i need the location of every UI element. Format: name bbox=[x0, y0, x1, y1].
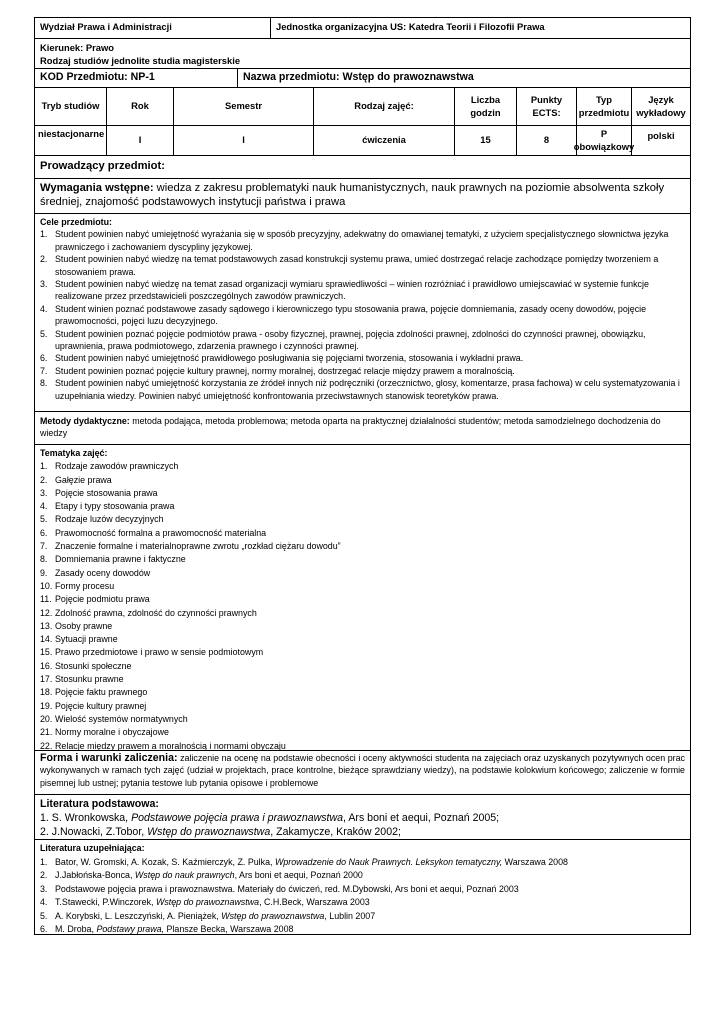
lit-extra-list bbox=[40, 856, 685, 937]
assessment-text: zaliczenie na ocenę na podstawie obecności i oceny aktywności studenta na zajęciach oraz uzyskanych pozytywnych ocen prac wykonywanych w ramach tych zajęć (udział w projektach, prace kontrolne, bieżące sprawdziany wiedzy), na podstawie kolokwium końcowego; zaliczenie w formie pisemnej lub ustnej; pytania testowe lub pytania opisowe i problemowe bbox=[40, 753, 685, 788]
topic-item-text: Gałęzie prawa bbox=[55, 474, 112, 485]
header-subject-type: Typ przedmiotu bbox=[577, 88, 632, 125]
topic-item bbox=[40, 660, 682, 673]
value-hours: 15 bbox=[455, 126, 517, 155]
literature-extra bbox=[34, 839, 691, 935]
lit-extra-item bbox=[40, 910, 685, 924]
topic-item-text: Etapy i typy stosowania prawa bbox=[55, 501, 175, 512]
goal-item bbox=[40, 377, 682, 402]
citation-prefix: T.Stawecki, P.Winczorek, bbox=[55, 897, 156, 907]
course-code: KOD Przedmiotu: NP-1 bbox=[35, 69, 238, 87]
lit-basic-label: Literatura podstawowa: bbox=[40, 798, 159, 810]
topic-item-number: 7. bbox=[40, 541, 48, 552]
topic-item-text: Stosunki społeczne bbox=[55, 660, 132, 671]
syllabus-form bbox=[34, 17, 691, 935]
teaching-methods bbox=[34, 411, 691, 444]
topic-item-number: 22. bbox=[40, 740, 53, 751]
topics-label: Tematyka zajęć: bbox=[40, 448, 108, 458]
value-year: I bbox=[107, 126, 174, 155]
lecturer bbox=[34, 155, 691, 178]
citation-title: Wstęp do prawoznawstwa bbox=[147, 826, 271, 838]
goal-item-text: Student powinien nabyć umiejętność prawidłowego posługiwania się pojęciami tworzenia, stosowania i wykładni prawa. bbox=[55, 353, 524, 364]
methods-text: metoda podająca, metoda problemowa; metoda oparta na praktycznej działalności studentów; metoda samodzielnego dochodzenia do wiedzy bbox=[40, 416, 661, 439]
topic-item bbox=[40, 593, 682, 606]
program-info bbox=[34, 38, 691, 68]
topic-item-text: Rodzaje luzów decyzyjnych bbox=[55, 514, 164, 525]
topic-item bbox=[40, 713, 682, 726]
goals bbox=[34, 213, 691, 411]
topic-item-text: Prawo przedmiotowe i prawo w sensie podmiotowym bbox=[55, 647, 264, 658]
goal-item-number: 1. bbox=[40, 229, 48, 240]
topic-item-text: Pojęcie faktu prawnego bbox=[55, 687, 148, 698]
topic-item-number: 4. bbox=[40, 501, 48, 512]
citation-title: Wstęp do prawoznawstwa bbox=[221, 910, 325, 921]
goal-item bbox=[40, 278, 682, 303]
topic-item-number: 8. bbox=[40, 554, 48, 565]
goal-item-number: 4. bbox=[40, 303, 48, 314]
assessment bbox=[34, 750, 691, 794]
citation-suffix: Plansze Becka, Warszawa 2008 bbox=[164, 924, 294, 934]
citation-prefix: A. Korybski, L. Leszczyński, A. Pieniążek, bbox=[55, 910, 222, 921]
methods-label: Metody dydaktyczne: bbox=[40, 416, 130, 426]
course-name: Nazwa przedmiotu: Wstęp do prawoznawstwa bbox=[243, 71, 474, 83]
citation-suffix: , Ars boni et aequi, Poznań 2005; bbox=[343, 812, 500, 824]
topics-list bbox=[40, 460, 682, 753]
lit-extra-item-text bbox=[55, 870, 363, 880]
topic-item-text: Rodzaje zawodów prawniczych bbox=[55, 461, 179, 472]
lit-basic-item bbox=[40, 825, 685, 839]
value-subject-type: P obowiązkowy bbox=[577, 126, 632, 155]
topic-item-number: 15. bbox=[40, 647, 53, 658]
goal-item-number: 6. bbox=[40, 353, 48, 364]
header-study-mode: Tryb studiów bbox=[35, 88, 107, 125]
goal-item bbox=[40, 303, 682, 328]
topic-item-number: 17. bbox=[40, 674, 53, 685]
citation-title: Podstawowe pojęcia prawa i prawoznawstwa bbox=[131, 812, 344, 824]
goal-item-text: Student powinien nabyć umiejętność korzystania ze źródeł innych niż podręczniki (orzecznictwo, glosy, komentarze, prasa fachowa) w celu systematyzowania i uzupełniania wiedzy. Powinien nabyć umiejętność konfrontowania przeciwstawnych stanowisk teoretyków prawa. bbox=[55, 378, 680, 401]
topic-item bbox=[40, 580, 682, 593]
topic-item-number: 13. bbox=[40, 620, 53, 631]
topic-item-number: 5. bbox=[40, 514, 48, 525]
goal-item-text: Student powinien poznać pojęcie podmiotów prawa - osoby fizycznej, prawnej, pojęcia zdolności prawnej, zdolności do czynności prawnej, obowiązku, uprawnienia, prawa podmiotowego, zdarzenia prawnego i czynności prawnej. bbox=[55, 328, 646, 352]
topic-item-number: 9. bbox=[40, 567, 48, 578]
citation-suffix: , Zakamycze, Kraków 2002; bbox=[270, 826, 401, 838]
citation-prefix: 2. J.Nowacki, Z.Tobor, bbox=[40, 826, 148, 838]
goal-item-text: Student powinien nabyć wiedzę na temat podstawowych zasad konstrukcji systemu prawa, umieć dostrzegać relacje zachodzące pomiędzy tworzeniem a stosowaniem prawa. bbox=[55, 254, 659, 277]
goal-item bbox=[40, 328, 682, 353]
header-year: Rok bbox=[107, 88, 174, 125]
citation-prefix: J.Jabłońska-Bonca, bbox=[55, 870, 135, 880]
lit-basic-list bbox=[40, 811, 685, 839]
goals-label: Cele przedmiotu: bbox=[40, 217, 112, 227]
topic-item-text: Formy procesu bbox=[55, 580, 115, 591]
goal-item-number: 5. bbox=[40, 328, 48, 339]
topic-item-number: 10. bbox=[40, 580, 53, 591]
course-row bbox=[34, 68, 691, 87]
citation-suffix: Warszawa 2008 bbox=[502, 856, 568, 867]
prerequisites bbox=[34, 178, 691, 213]
topic-item-number: 1. bbox=[40, 461, 48, 472]
topic-item bbox=[40, 540, 682, 553]
topic-item-text: Normy moralne i obyczajowe bbox=[55, 727, 169, 738]
citation-title: Wprowadzenie do Nauk Prawnych. Leksykon tematyczny, bbox=[274, 856, 503, 867]
goal-item bbox=[40, 365, 682, 377]
topic-item-number: 21. bbox=[40, 727, 53, 738]
topic-item-text: Wielość systemów normatywnych bbox=[55, 713, 188, 724]
topic-item-text: Znaczenie formalne i materialnoprawne zwrotu „rozkład ciężaru dowodu” bbox=[55, 541, 341, 552]
topic-item-text: Stosunku prawne bbox=[55, 674, 124, 685]
header-row bbox=[34, 17, 691, 38]
lit-basic-item bbox=[40, 811, 685, 825]
citation-title: Wstęp do nauk prawnych bbox=[134, 870, 235, 880]
topic-item-text: Sytuacji prawne bbox=[55, 634, 118, 645]
topic-item bbox=[40, 700, 682, 713]
lit-extra-item-number: 2. bbox=[40, 870, 48, 880]
unit-name: Jednostka organizacyjna US: Katedra Teorii i Filozofii Prawa bbox=[276, 21, 545, 32]
lit-extra-item-text bbox=[55, 924, 293, 934]
goal-item bbox=[40, 253, 682, 278]
program-direction: Kierunek: Prawo bbox=[40, 42, 114, 53]
topic-item bbox=[40, 474, 682, 487]
goals-list bbox=[40, 228, 682, 402]
topic-item-text: Zdolność prawna, zdolność do czynności prawnych bbox=[55, 607, 257, 618]
header-hours: Liczba godzin bbox=[455, 88, 517, 125]
faculty-name: Wydział Prawa i Administracji bbox=[35, 18, 271, 38]
goal-item-text: Student winien poznać podstawowe zasady sądowego i kierowniczego typu stosowania prawa, pojęcie domniemania, zasady oceny dowodów, pojęcie prawomocności, pojęci luzu decyzyjnego. bbox=[55, 303, 647, 327]
topic-item-text: Pojęcie kultury prawnej bbox=[55, 700, 147, 711]
lit-extra-item bbox=[40, 856, 685, 870]
citation-suffix: , Lublin 2007 bbox=[324, 910, 376, 921]
topic-item-number: 6. bbox=[40, 527, 48, 538]
topic-item-number: 20. bbox=[40, 713, 53, 724]
course-table-header bbox=[34, 87, 691, 125]
topic-item bbox=[40, 553, 682, 566]
value-ects: 8 bbox=[517, 126, 577, 155]
literature-basic bbox=[34, 794, 691, 839]
lit-extra-item-number: 6. bbox=[40, 924, 48, 934]
value-semester: I bbox=[174, 126, 314, 155]
lit-extra-item bbox=[40, 923, 685, 937]
topic-item-text: Prawomocność formalna a prawomocność materialna bbox=[55, 527, 267, 538]
course-table-values bbox=[34, 125, 691, 155]
citation-prefix: Podstawowe pojęcia prawa i prawoznawstwa. Materiały do ćwiczeń, red. M.Dybowski, Ars boni et aequi, Poznań 2003 bbox=[55, 883, 519, 894]
topic-item-text: Osoby prawne bbox=[55, 620, 113, 631]
prerequisites-label: Wymagania wstępne: bbox=[40, 182, 154, 194]
lit-extra-item bbox=[40, 883, 685, 897]
topic-item bbox=[40, 460, 682, 473]
topic-item bbox=[40, 646, 682, 659]
lit-extra-label: Literatura uzupełniająca: bbox=[40, 843, 145, 853]
topics bbox=[34, 444, 691, 750]
topic-item-number: 14. bbox=[40, 634, 53, 645]
header-semester: Semestr bbox=[174, 88, 314, 125]
program-studies-type: Rodzaj studiów jednolite studia magisterskie bbox=[40, 54, 241, 66]
citation-prefix: M. Droba, bbox=[55, 924, 97, 934]
goal-item bbox=[40, 352, 682, 364]
topic-item bbox=[40, 500, 682, 513]
goal-item-number: 7. bbox=[40, 365, 48, 376]
topic-item-number: 3. bbox=[40, 487, 48, 498]
header-ects: Punkty ECTS: bbox=[517, 88, 577, 125]
topic-item bbox=[40, 620, 682, 633]
lit-extra-item-text bbox=[55, 884, 519, 894]
goal-item-number: 3. bbox=[40, 279, 48, 290]
citation-title: Wstęp do prawoznawstwa bbox=[155, 897, 260, 907]
citation-title: Podstawy prawa, bbox=[96, 924, 165, 934]
lit-extra-item bbox=[40, 896, 685, 910]
header-language: Język wykładowy bbox=[636, 93, 686, 118]
topic-item bbox=[40, 740, 682, 753]
lit-extra-item-number: 1. bbox=[40, 856, 48, 867]
value-study-mode: niestacjonarne bbox=[35, 126, 107, 155]
topic-item-text: Domniemania prawne i faktyczne bbox=[55, 554, 186, 565]
goal-item-text: Student powinien nabyć umiejętność wyrażania się w sposób precyzyjny, adekwatny do omawianej tematyki, z użyciem specjalistycznego słownictwa języka prawniczego i zachowaniem dyscypliny językowej. bbox=[55, 229, 669, 252]
topic-item bbox=[40, 633, 682, 646]
goal-item-text: Student powinien poznać pojęcie kultury prawnej, normy moralnej, dostrzegać relacje między prawem a moralnością. bbox=[55, 365, 515, 376]
topic-item bbox=[40, 686, 682, 699]
lit-extra-item-text bbox=[55, 897, 370, 907]
topic-item-text: Relacje między prawem a moralnością i normami obyczaju bbox=[55, 740, 286, 751]
topic-item bbox=[40, 726, 682, 739]
value-class-type: ćwiczenia bbox=[314, 126, 455, 155]
lit-extra-item-text bbox=[55, 911, 375, 921]
prerequisites-text: wiedza z zakresu problematyki nauk humanistycznych, nauk prawnych na poziomie absolwenta szkoły średniej, znajomość podstawowych instytucji państwa i prawa bbox=[40, 182, 665, 209]
goal-item-text: Student powinien nabyć wiedzę na temat zasad organizacji wymiaru sprawiedliwości – winien rozróżniać i prawidłowo umiejscawiać w systemie funkcje realizowane przez przedstawicieli poszczególnych zawodów prawniczych. bbox=[55, 279, 649, 302]
goal-item bbox=[40, 228, 682, 253]
lit-extra-item-number: 5. bbox=[40, 910, 48, 921]
topic-item-text: Pojęcie stosowania prawa bbox=[55, 487, 158, 498]
topic-item bbox=[40, 513, 682, 526]
topic-item-number: 2. bbox=[40, 474, 48, 485]
topic-item bbox=[40, 607, 682, 620]
lit-extra-item-number: 4. bbox=[40, 897, 48, 907]
lecturer-label: Prowadzący przedmiot: bbox=[40, 160, 165, 172]
value-language: polski bbox=[647, 130, 675, 141]
lit-extra-item-number: 3. bbox=[40, 883, 48, 894]
lit-extra-item bbox=[40, 869, 685, 883]
topic-item-text: Zasady oceny dowodów bbox=[55, 567, 151, 578]
citation-suffix: , Ars boni et aequi, Poznań 2000 bbox=[234, 870, 363, 880]
citation-suffix: , C.H.Beck, Warszawa 2003 bbox=[259, 897, 370, 907]
topic-item-number: 18. bbox=[40, 687, 53, 698]
lit-extra-item-text bbox=[55, 857, 568, 867]
topic-item-number: 11. bbox=[40, 594, 52, 605]
goal-item-number: 8. bbox=[40, 378, 48, 389]
topic-item-number: 16. bbox=[40, 660, 53, 671]
topic-item-text: Pojęcie podmiotu prawa bbox=[55, 594, 150, 605]
topic-item bbox=[40, 567, 682, 580]
topic-item bbox=[40, 527, 682, 540]
citation-prefix: 1. S. Wronkowska, bbox=[40, 812, 132, 824]
topic-item-number: 19. bbox=[40, 700, 53, 711]
assessment-label: Forma i warunki zaliczenia: bbox=[40, 752, 178, 764]
topic-item-number: 12. bbox=[40, 607, 53, 618]
citation-prefix: Bator, W. Gromski, A. Kozak, S. Kaźmierczyk, Z. Pulka, bbox=[55, 856, 275, 867]
topic-item bbox=[40, 487, 682, 500]
goal-item-number: 2. bbox=[40, 254, 48, 265]
header-class-type: Rodzaj zajęć: bbox=[314, 88, 455, 125]
topic-item bbox=[40, 673, 682, 686]
